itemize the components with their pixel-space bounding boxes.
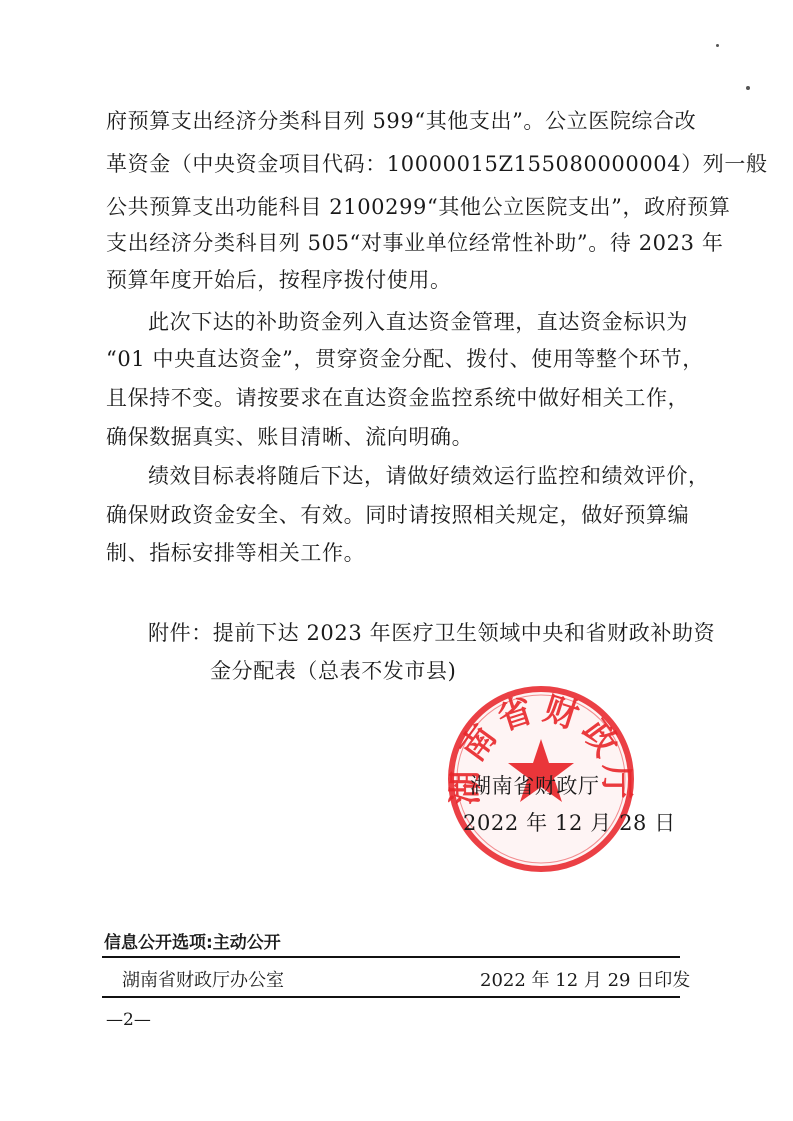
body-line-5: 预算年度开始后，按程序拨付使用。 — [106, 268, 452, 292]
body-line-7: “01 中央直达资金”，贯穿资金分配、拨付、使用等整个环节， — [106, 347, 704, 371]
body-line-8: 且保持不变。请按要求在直达资金监控系统中做好相关工作， — [106, 386, 690, 410]
body-line-9: 确保数据真实、账目清晰、流向明确。 — [106, 425, 474, 449]
page-number: —2— — [106, 1010, 151, 1030]
issue-date: 2022 年 12 月 28 日 — [463, 811, 676, 835]
svg-text:湖南省财政厅: 湖南省财政厅 — [445, 688, 637, 805]
body-line-4: 支出经济分类科目列 505“对事业单位经常性补助”。待 2023 年 — [106, 231, 724, 255]
body-line-2: 革资金（中央资金项目代码：10000015Z155080000004）列一般 — [106, 152, 768, 176]
scan-speck — [746, 86, 750, 90]
body-line-6: 此次下达的补助资金列入直达资金管理，直达资金标识为 — [148, 310, 688, 334]
body-line-11: 确保财政资金安全、有效。同时请按照相关规定，做好预算编 — [106, 503, 690, 527]
footer-bottom-rule — [102, 996, 680, 998]
attachment-line-2: 金分配表（总表不发市县) — [210, 659, 457, 683]
issuing-office: 湖南省财政厅办公室 — [122, 970, 284, 991]
attachment-line-1: 附件：提前下达 2023 年医疗卫生领域中央和省财政补助资 — [148, 621, 716, 645]
disclosure-option: 信息公开选项:主动公开 — [104, 933, 281, 953]
print-date: 2022 年 12 月 29 日印发 — [480, 970, 691, 991]
body-line-1: 府预算支出经济分类科目列 599“其他支出”。公立医院综合改 — [106, 109, 697, 133]
body-line-3: 公共预算支出功能科目 2100299“其他公立医院支出”，政府预算 — [106, 195, 731, 219]
body-line-12: 制、指标安排等相关工作。 — [106, 541, 366, 565]
issuer-name: 湖南省财政厅 — [470, 774, 600, 798]
footer-top-rule — [102, 956, 680, 958]
scan-speck — [716, 44, 719, 47]
body-line-10: 绩效目标表将随后下达，请做好绩效运行监控和绩效评价， — [148, 464, 710, 488]
